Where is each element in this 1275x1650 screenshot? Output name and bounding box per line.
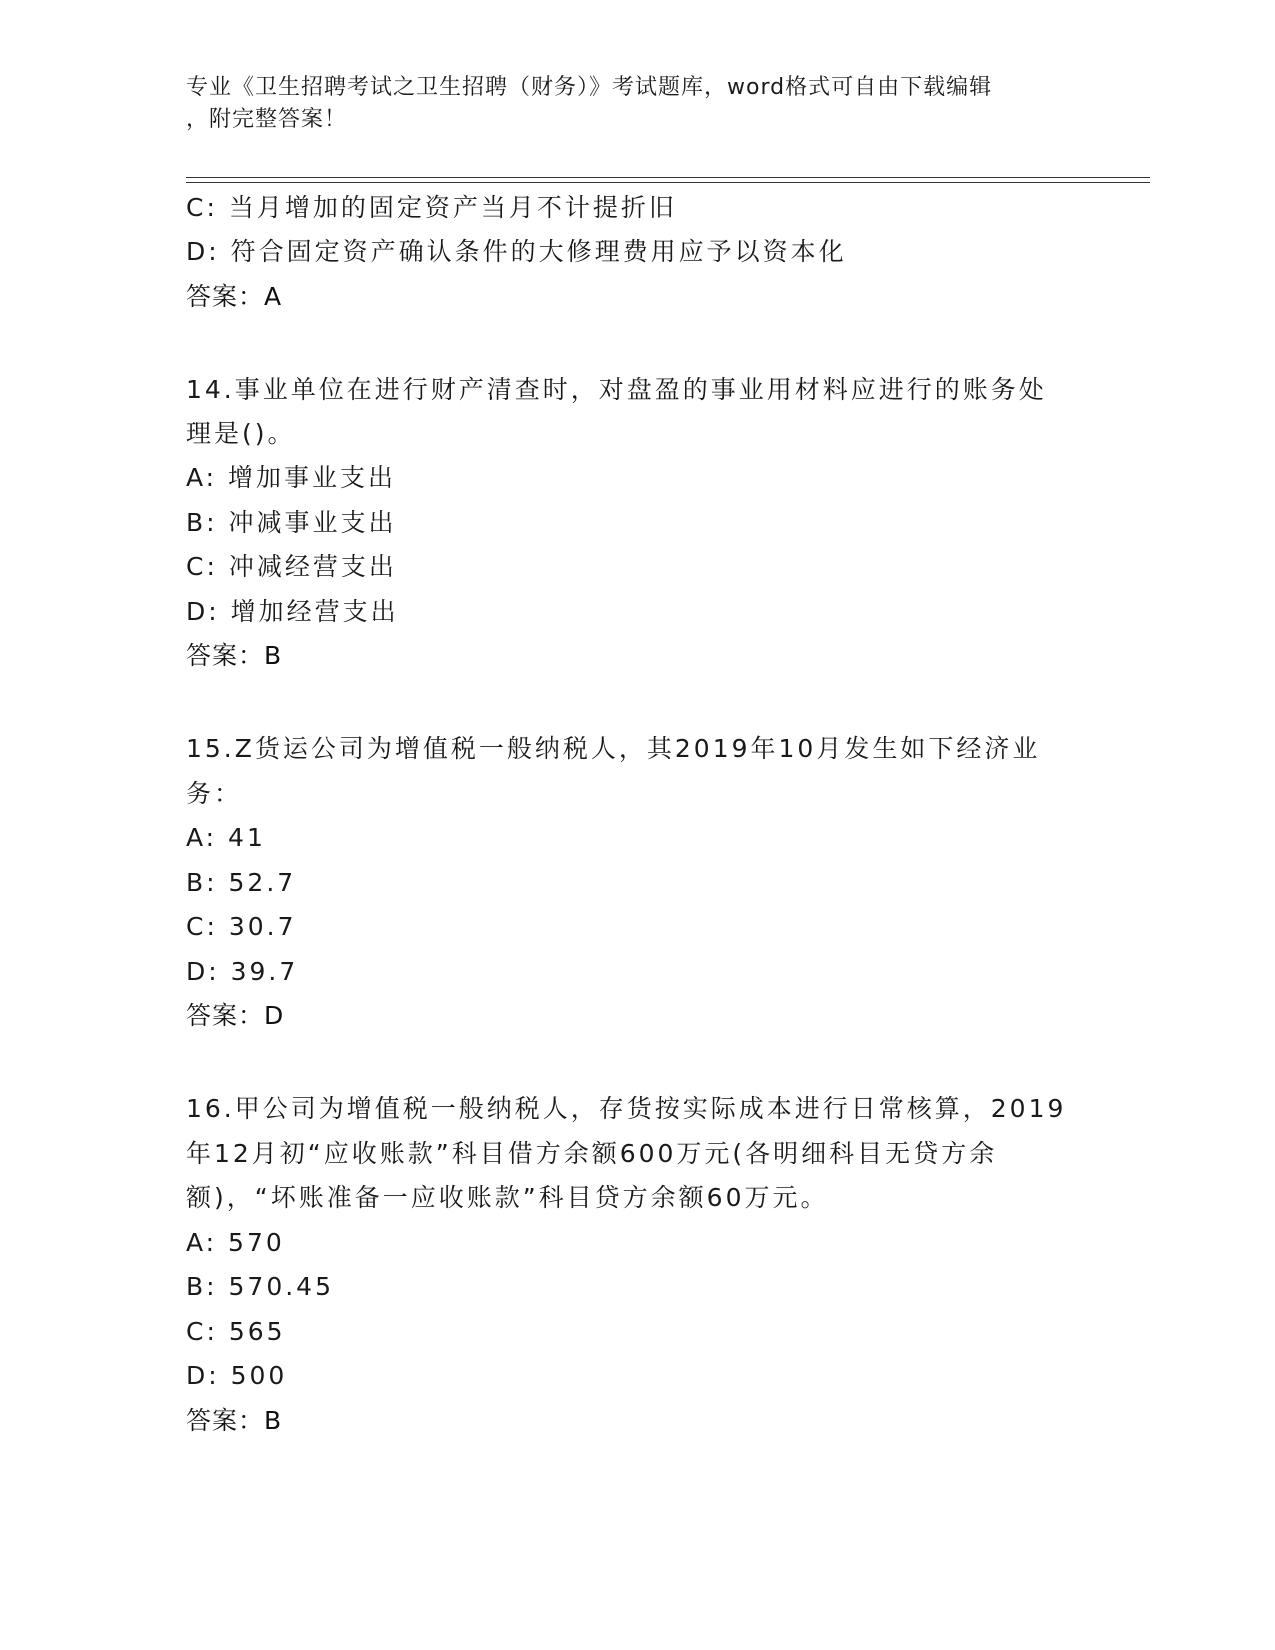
q16-stem-line-2: 年12月初“应收账款”科目借方余额600万元(各明细科目无贷方余 <box>186 1139 998 1168</box>
q13-option-c: C: 当月增加的固定资产当月不计提折旧 <box>186 193 677 222</box>
q16-option-d: D: 500 <box>186 1361 288 1390</box>
q15-option-a: A: 41 <box>186 823 266 852</box>
q16-answer: 答案：B <box>186 1406 283 1435</box>
q14-option-d: D: 增加经营支出 <box>186 597 399 626</box>
q14-option-c: C: 冲减经营支出 <box>186 552 397 581</box>
q16-option-c: C: 565 <box>186 1317 286 1346</box>
q15-stem-line-1: 15.Z货运公司为增值税一般纳税人，其2019年10月发生如下经济业 <box>186 734 1041 763</box>
q14-answer: 答案：B <box>186 641 283 670</box>
header-divider-bottom <box>186 182 1150 183</box>
header-line-1: 专业《卫生招聘考试之卫生招聘（财务）》考试题库，word格式可自由下载编辑 <box>186 75 993 100</box>
document-header <box>186 72 1086 136</box>
q16-stem-line-1: 16.甲公司为增值税一般纳税人，存货按实际成本进行日常核算，2019 <box>186 1094 1067 1123</box>
q16-option-b: B: 570.45 <box>186 1272 334 1301</box>
q14-option-b: B: 冲减事业支出 <box>186 508 397 537</box>
q15-option-b: B: 52.7 <box>186 868 297 897</box>
q14-option-a: A: 增加事业支出 <box>186 463 397 492</box>
q15-option-d: D: 39.7 <box>186 957 299 986</box>
q13-answer: 答案：A <box>186 282 283 311</box>
q16-stem-line-3: 额)，“坏账准备一应收账款”科目贷方余额60万元。 <box>186 1183 829 1212</box>
q14-stem-line-2: 理是()。 <box>186 419 296 448</box>
header-line-2: ，附完整答案！ <box>186 107 348 132</box>
q16-option-a: A: 570 <box>186 1228 285 1257</box>
q15-stem-line-2: 务： <box>186 779 243 808</box>
q15-option-c: C: 30.7 <box>186 912 297 941</box>
header-divider-top <box>186 177 1150 178</box>
q15-answer: 答案：D <box>186 1001 285 1030</box>
q14-stem-line-1: 14.事业单位在进行财产清查时，对盘盈的事业用材料应进行的账务处 <box>186 375 1047 404</box>
q13-option-d: D: 符合固定资产确认条件的大修理费用应予以资本化 <box>186 237 847 266</box>
